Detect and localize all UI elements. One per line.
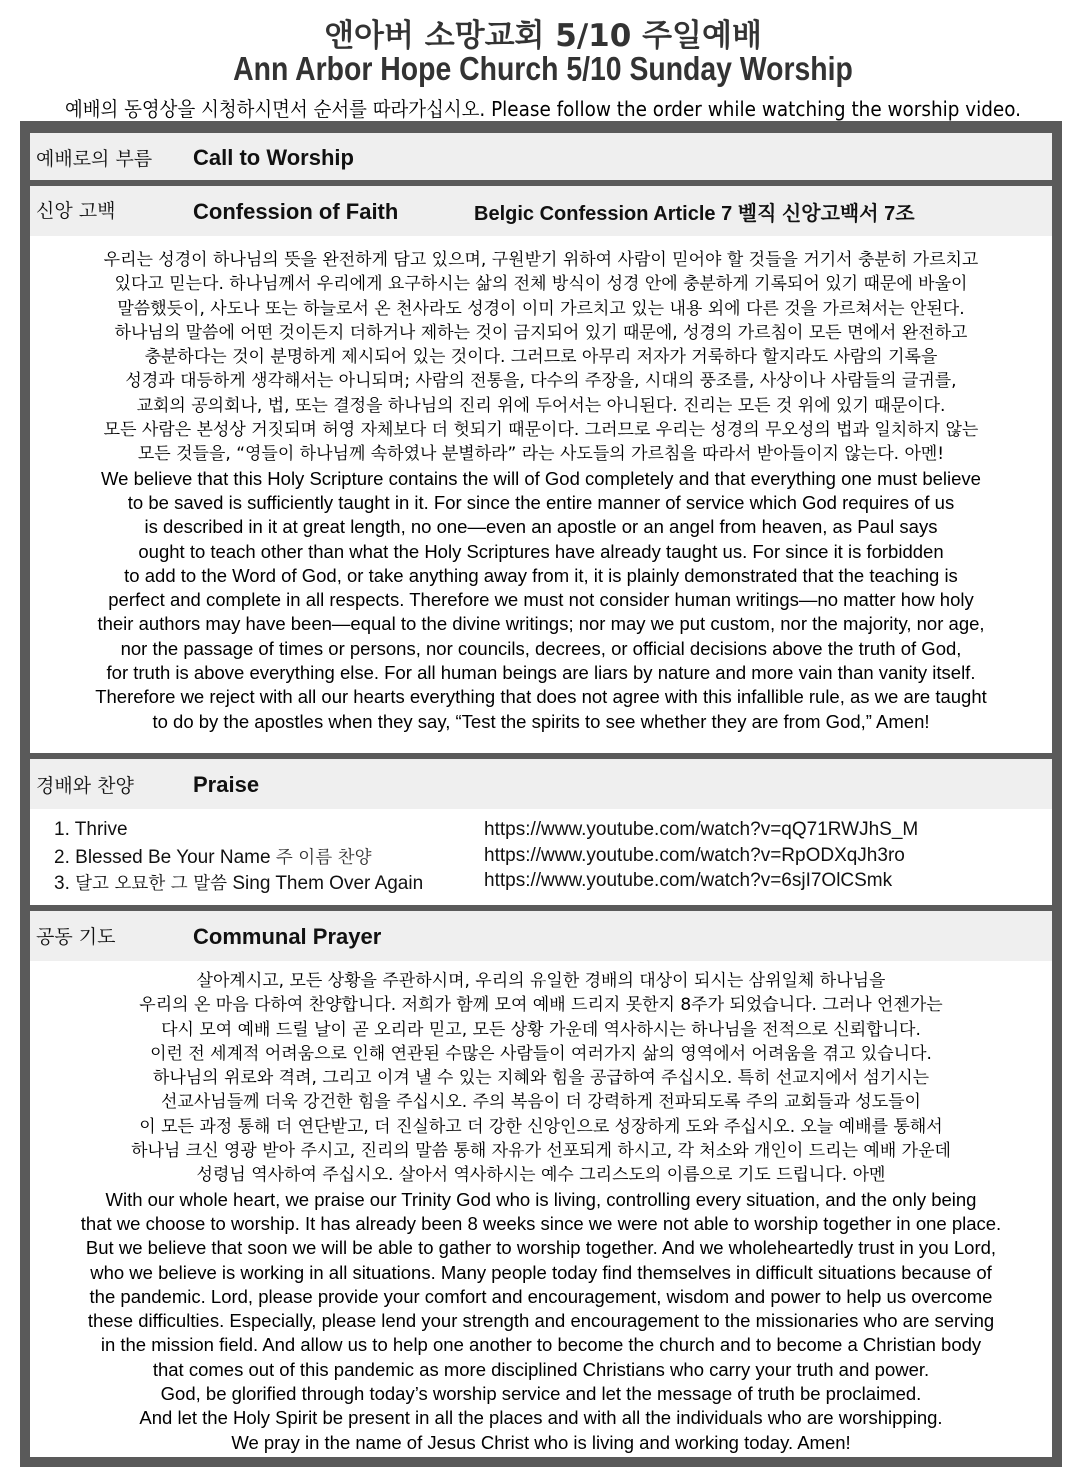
section-header xyxy=(30,911,1052,961)
confession-text xyxy=(30,248,1052,734)
prayer-line-en: God, be glorified through today’s worship service and let the message of truth be proclaimed. xyxy=(160,1383,922,1405)
song-number: 2. xyxy=(54,847,70,868)
title-korean: 앤아버 소망교회 5/10 주일예배 xyxy=(324,18,762,54)
song-video-link[interactable]: https://www.youtube.com/watch?v=6sjI7OlCSmk xyxy=(484,870,893,891)
prayer-line-ko: 하나님 크신 영광 받아 주시고, 진리의 말씀 통해 자유가 선포되게 하시고, 각 처소와 개인이 드리는 예배 가운데 xyxy=(131,1141,951,1162)
prayer-line-en: that we choose to worship. It has already been 8 weeks since we were not able to worship together in one place. xyxy=(80,1212,1002,1234)
confession-line-ko: 모든 것들을, “영들이 하나님께 속하였나 분별하라” 라는 사도들의 가르침을 따라서 받아들이지 않는다. 아멘! xyxy=(137,444,945,465)
prayer-text xyxy=(30,969,1052,1455)
confession-line-en: We believe that this Holy Scripture contains the will of God completely and that everything one must believe xyxy=(101,467,981,489)
section-label-korean: 예배로의 부름 xyxy=(36,148,153,170)
section-label-korean: 신앙 고백 xyxy=(36,200,116,222)
section-label-english: Confession of Faith xyxy=(193,199,399,224)
confession-line-ko: 충분하다는 것이 분명하게 제시되어 있는 것이다. 그러므로 아무리 저자가 거룩하다 할지라도 사람의 기록을 xyxy=(144,347,938,368)
prayer-line-ko: 하나님의 위로와 격려, 그리고 이겨 낼 수 있는 지혜와 힘을 공급하여 주십시오. 특히 선교지에서 섬기시는 xyxy=(152,1068,930,1089)
confession-line-en: nor the passage of times or persons, nor councils, decrees, or official decisions above the truth of God, xyxy=(120,637,962,659)
prayer-line-ko: 선교사님들께 더욱 강건한 힘을 주십시오. 주의 복음이 더 강력하게 전파되도록 주의 교회들과 성도들이 xyxy=(161,1092,921,1113)
confession-line-en: perfect and complete in all respects. Therefore we must not consider human writings—no matter how holy xyxy=(108,589,974,611)
confession-line-en: to add to the Word of God, or take anything away from it, it is plainly demonstrated that the teaching is xyxy=(124,564,958,586)
confession-line-en: for truth is above everything else. For all human beings are liars by nature and more vain than vanity itself. xyxy=(106,662,976,684)
confession-line-en: ought to teach other than what the Holy Scriptures have already taught us. For since it is forbidden xyxy=(138,540,944,562)
confession-line-en: to be saved is sufficiently taught in it. For since the entire manner of service which God requires of us xyxy=(127,491,955,513)
song-item xyxy=(54,844,371,869)
song-title-korean: 주 이름 찬양 xyxy=(275,848,372,868)
confession-line-ko: 성경과 대등하게 생각해서는 아니되며; 사람의 전통을, 다수의 주장을, 시대의 풍조를, 사상이나 사람들의 글귀를, xyxy=(125,371,957,392)
section-label-english: Call to Worship xyxy=(193,145,354,170)
prayer-line-en: We pray in the name of Jesus Christ who is living and working today. Amen! xyxy=(231,1431,851,1453)
prayer-line-ko: 우리의 온 마음 다하여 찬양합니다. 저희가 함께 모여 예배 드리지 못한지 8주가 되었습니다. 그러나 언젠가는 xyxy=(139,995,943,1016)
section-label-english: Praise xyxy=(193,772,260,797)
prayer-line-ko: 이 모든 과정 통해 더 연단받고, 더 진실하고 더 강한 신앙인으로 성장하게 도와 주십시오. 오늘 예배를 통해서 xyxy=(139,1116,943,1137)
confession-line-ko: 우리는 성경이 하나님의 뜻을 완전하게 담고 있으며, 구원받기 위하여 사람이 믿어야 할 것들을 거기서 충분히 가르치고 xyxy=(103,250,979,270)
order-of-worship-frame xyxy=(20,121,1062,1467)
section-communal-prayer xyxy=(30,911,1052,1457)
confession-reference: Belgic Confession Article 7 벨직 신앙고백서 7조 xyxy=(474,203,915,225)
section-header xyxy=(30,186,1052,236)
prayer-line-en: And let the Holy Spirit be present in all the places and with all the individuals who are worshipping. xyxy=(139,1407,943,1429)
section-label-korean: 공동 기도 xyxy=(36,926,116,948)
instruction-text: 예배의 동영상을 시청하시면서 순서를 따라가십시오. Please follow the order while watching the worship video. xyxy=(64,97,1022,121)
prayer-line-ko: 성령님 역사하여 주십시오. 살아서 역사하시는 예수 그리스도의 이름으로 기도 드립니다. 아멘 xyxy=(196,1165,886,1186)
prayer-line-ko: 살아계시고, 모든 상황을 주관하시며, 우리의 유일한 경배의 대상이 되시는 삼위일체 하나님을 xyxy=(196,971,886,991)
confession-line-en: their authors may have been—equal to the divine writings; nor may we put custom, nor the majority, nor age, xyxy=(97,613,985,635)
section-call-to-worship xyxy=(30,133,1052,180)
prayer-line-en: the pandemic. Lord, please provide your comfort and encouragement, wisdom and power to help us overcome xyxy=(89,1285,993,1307)
prayer-line-en: that comes out of this pandemic as more disciplined Christians who carry your truth and power. xyxy=(152,1358,930,1380)
prayer-line-ko: 이런 전 세계적 어려움으로 인해 연관된 수많은 사람들이 여러가지 삶의 영역에서 어려움을 겪고 있습니다. xyxy=(150,1043,932,1064)
song-title: Thrive xyxy=(74,819,128,840)
song-video-link[interactable]: https://www.youtube.com/watch?v=qQ71RWJhS_M xyxy=(484,819,919,840)
song-title-korean: 달고 오묘한 그 말씀 xyxy=(75,874,228,894)
section-label-korean: 경배와 찬양 xyxy=(36,775,134,797)
confession-line-ko: 말씀했듯이, 사도나 또는 하늘로서 온 천사라도 성경이 이미 가르치고 있는 내용 외에 다른 것을 가르쳐서는 안된다. xyxy=(117,298,965,319)
prayer-line-en: in the mission field. And allow us to help one another to become the church and to become a Christian body xyxy=(100,1334,982,1356)
song-number: 3. xyxy=(54,873,70,894)
title-english: Ann Arbor Hope Church 5/10 Sunday Worship xyxy=(233,50,853,87)
song-title: Sing Them Over Again xyxy=(232,873,424,894)
prayer-line-en: With our whole heart, we praise our Trinity God who is living, controlling every situation, and the only being xyxy=(105,1188,977,1210)
confession-line-en: is described in it at great length, no one—even an apostle or an angel from heaven, as Paul says xyxy=(144,516,938,538)
section-praise xyxy=(30,759,1052,905)
confession-line-ko: 모든 사람은 본성상 거짓되며 허영 자체보다 더 헛되기 때문이다. 그러므로 우리는 성경의 무오성의 법과 일치하지 않는 xyxy=(103,420,979,441)
confession-line-en: Therefore we reject with all our hearts everything that does not agree with this infallible rule, as we are taught xyxy=(95,686,987,708)
confession-line-ko: 교회의 공의회나, 법, 또는 결정을 하나님의 진리 위에 두어서는 아니된다. 진리는 모든 것 위에 있기 때문이다. xyxy=(136,395,946,416)
song-title: Blessed Be Your Name xyxy=(75,847,271,868)
prayer-line-ko: 다시 모여 예배 드릴 날이 곧 오리라 믿고, 모든 상황 가운데 역사하시는 하나님을 전적으로 신뢰합니다. xyxy=(161,1019,921,1040)
prayer-line-en: who we believe is working in all situations. Many people today find themselves in difficult situations because of xyxy=(90,1261,992,1283)
confession-line-ko: 하나님의 말씀에 어떤 것이든지 더하거나 제하는 것이 금지되어 있기 때문에, 성경의 가르침이 모든 면에서 완전하고 xyxy=(114,322,968,343)
confession-line-ko: 있다고 믿는다. 하나님께서 우리에게 요구하시는 삶의 전체 방식이 성경 안에 충분하게 기록되어 있기 때문에 바울이 xyxy=(114,274,968,295)
prayer-line-en: these difficulties. Especially, please lend your strength and encouragement to the missionaries who are serving xyxy=(87,1310,995,1332)
section-header xyxy=(30,133,1052,180)
section-confession-of-faith xyxy=(30,186,1052,753)
prayer-line-en: But we believe that soon we will be able to gather to worship together. And we wholeheartedly trust in you Lord, xyxy=(85,1237,997,1259)
section-header xyxy=(30,759,1052,809)
song-item xyxy=(54,819,128,841)
song-number: 1. xyxy=(54,819,70,840)
song-video-link[interactable]: https://www.youtube.com/watch?v=RpODXqJh3ro xyxy=(484,845,905,866)
song-item xyxy=(54,870,423,895)
confession-line-en: to do by the apostles when they say, “Test the spirits to see whether they are from God,” Amen! xyxy=(152,710,930,732)
section-label-english: Communal Prayer xyxy=(193,924,382,949)
